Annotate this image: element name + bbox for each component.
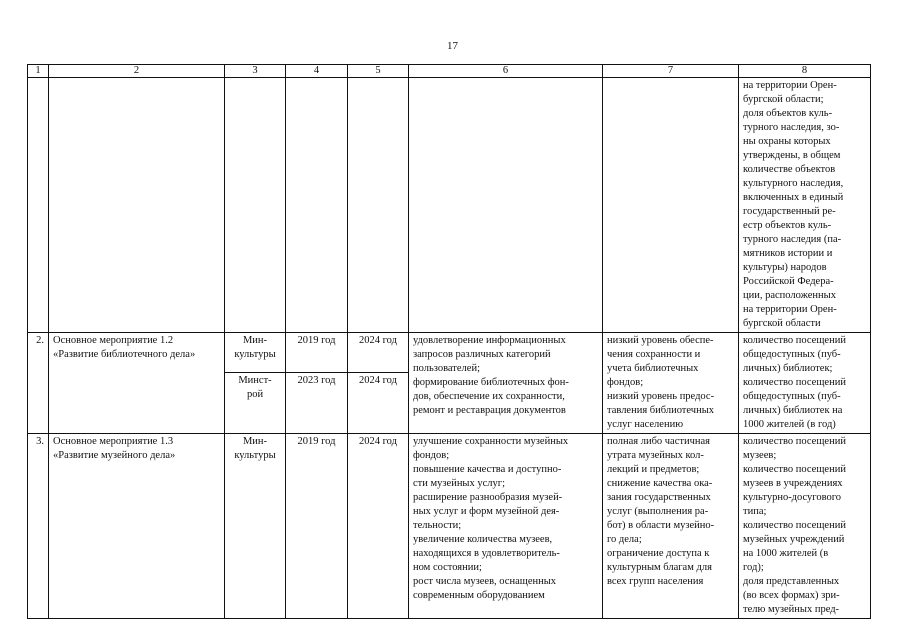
- header-row: [28, 65, 871, 78]
- activity-name: Основное мероприятие 1.3 «Развитие музейного дела»: [49, 434, 225, 619]
- executor: Мин- культуры: [225, 434, 286, 619]
- executor-2: Минст- рой: [225, 373, 286, 434]
- cont-cell-4: [286, 78, 348, 333]
- cont-cell-3: [225, 78, 286, 333]
- header-col-2: 2: [49, 65, 225, 78]
- header-col-5: 5: [348, 65, 409, 78]
- continuation-row: [28, 78, 871, 333]
- start-year-2: 2023 год: [286, 373, 348, 434]
- cont-cell-7: [603, 78, 739, 333]
- consequences: полная либо частичная утрата музейных кол- лекций и предметов; снижение качества ока- зания государственных услуг (выполнения ра- бот) в области музейно- го дела; ограничение доступа к культурным благам для всех групп населения: [603, 434, 739, 619]
- start-year: 2019 год: [286, 434, 348, 619]
- table-row-3: [28, 434, 871, 619]
- cont-cell-6: [409, 78, 603, 333]
- cont-cell-5: [348, 78, 409, 333]
- cont-cell-1: [28, 78, 49, 333]
- cont-cell-2: [49, 78, 225, 333]
- expected-results: удовлетворение информационных запросов различных категорий пользователей; формирование библиотечных фон- дов, обеспечение их сохранности, ремонт и реставрация документов: [409, 333, 603, 434]
- header-col-6: 6: [409, 65, 603, 78]
- executor: Мин- культуры: [225, 333, 286, 373]
- indicators: количество посещений общедоступных (пуб- личных) библиотек; количество посещений общедоступных (пуб- личных) библиотек на 1000 жителей (в год): [739, 333, 871, 434]
- cont-indicators: на территории Орен- бургской области; доля объектов куль- турного наследия, зо- ны охраны которых утверждены, в общем количестве объектов культурного наследия, включенных в единый государственный ре- естр объектов куль- турного наследия (па- мятников истории и культуры) народов Российской Федера- ции, расположенных на территории Орен- бургской области: [739, 78, 871, 333]
- end-year-2: 2024 год: [348, 373, 409, 434]
- expected-results: улучшение сохранности музейных фондов; повышение качества и доступно- сти музейных услуг; расширение разнообразия музей- ных услуг и форм музейной дея- тельности; увеличение количества музеев, находящихся в удовлетворитель- ном состоянии; рост числа музеев, оснащенных современным оборудованием: [409, 434, 603, 619]
- header-col-8: 8: [739, 65, 871, 78]
- start-year: 2019 год: [286, 333, 348, 373]
- header-col-3: 3: [225, 65, 286, 78]
- header-col-1: 1: [28, 65, 49, 78]
- indicators: количество посещений музеев; количество посещений музеев в учреждениях культурно-досугового типа; количество посещений музейных учреждений на 1000 жителей (в год); доля представленных (во всех формах) зри- телю музейных пред-: [739, 434, 871, 619]
- end-year: 2024 год: [348, 333, 409, 373]
- activity-name: Основное мероприятие 1.2 «Развитие библиотечного дела»: [49, 333, 225, 434]
- row-number: 2.: [28, 333, 49, 434]
- row-number: 3.: [28, 434, 49, 619]
- program-activities-table: [27, 64, 871, 619]
- page-number: 17: [447, 40, 458, 52]
- end-year: 2024 год: [348, 434, 409, 619]
- table-row-2: [28, 333, 871, 373]
- header-col-7: 7: [603, 65, 739, 78]
- consequences: низкий уровень обеспе- чения сохранности и учета библиотечных фондов; низкий уровень предос- тавления библиотечных услуг населению: [603, 333, 739, 434]
- header-col-4: 4: [286, 65, 348, 78]
